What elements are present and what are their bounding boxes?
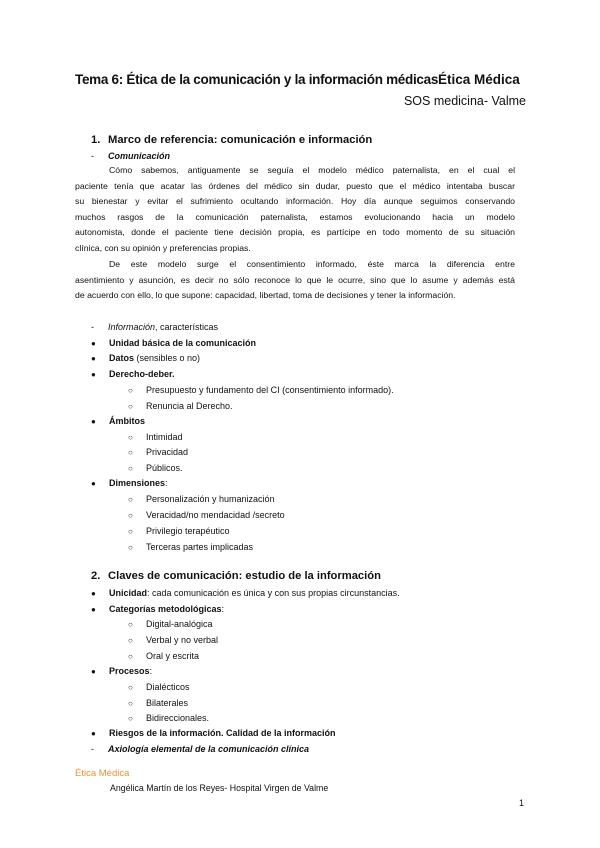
list-item: ● Procesos: — [91, 666, 153, 676]
sub-list-item: ○ Digital-analógica — [128, 619, 213, 629]
paragraph-line: De este modelo surge el consentimiento informado, éste marca la diferencia entre — [109, 259, 515, 269]
paragraph-line: autonomista, donde el paciente tiene decisión propia, es partícipe en todo momento de su situación — [75, 227, 515, 238]
list-item: ● Ámbitos — [91, 416, 145, 426]
sub-list-item: ○ Dialécticos — [128, 682, 190, 692]
comunicacion-label: Comunicación — [108, 151, 171, 161]
sub-list-item: ○ Privilegio terapéutico — [128, 526, 230, 536]
sub-list-item: ○ Bidireccionales. — [128, 713, 210, 723]
circle-bullet-icon: ○ — [128, 511, 133, 520]
circle-bullet-icon: ○ — [128, 386, 133, 395]
bullet-icon: ● — [91, 354, 96, 363]
circle-bullet-icon: ○ — [128, 652, 133, 661]
bullet-icon: ● — [91, 667, 96, 676]
section-2-number: 2. — [91, 570, 101, 582]
sub-list-item: ○ Oral y escrita — [128, 651, 200, 661]
sub-list-item: ○ Presupuesto y fundamento del CI (consentimiento informado). — [128, 385, 394, 395]
axiologia-subheading: - Axiología elemental de la comunicación clínica — [91, 744, 310, 754]
dash-marker: - — [91, 151, 94, 161]
paragraph-line: paciente tenía que acatar las órdenes del médico sin dudar, puesto que el médico intentaba buscar — [75, 180, 515, 191]
list-item: ● Riesgos de la información. Calidad de la información — [91, 728, 336, 738]
paragraph-line: clínica, con su opinión y preferencias propias. — [75, 242, 251, 253]
informacion-rest: , características — [155, 322, 219, 332]
sub-list-item: ○ Verbal y no verbal — [128, 635, 219, 645]
bullet-icon: ● — [91, 589, 96, 598]
circle-bullet-icon: ○ — [128, 495, 133, 504]
circle-bullet-icon: ○ — [128, 464, 133, 473]
circle-bullet-icon: ○ — [128, 620, 133, 629]
bullet-icon: ● — [91, 339, 96, 348]
sub-list-item: ○ Privacidad — [128, 447, 189, 457]
paragraph-line: su bienestar y evitar el sufrimiento ocultando información. Hoy día aunque seguimos conservando — [75, 196, 515, 207]
circle-bullet-icon: ○ — [128, 683, 133, 692]
bullet-icon: ● — [91, 605, 96, 614]
document-subtitle: SOS medicina- Valme — [403, 94, 526, 108]
bullet-icon: ● — [91, 479, 96, 488]
circle-bullet-icon: ○ — [128, 636, 133, 645]
list-item: ● Unicidad: cada comunicación es única y con sus propias circunstancias. — [91, 588, 400, 598]
list-item: ● Datos (sensibles o no) — [91, 353, 201, 363]
paragraph-line: Cómo sabemos, antiguamente se seguía el modelo médico paternalista, en el cual el — [109, 165, 515, 175]
list-item: ● Derecho-deber. — [91, 369, 175, 379]
bullet-icon: ● — [91, 370, 96, 379]
informacion-subheading — [91, 322, 218, 332]
paragraph-line: asentimiento y asunción, es decir no sólo reconoce lo que le ocurre, sino que lo asume y además está — [75, 274, 515, 285]
list-item: ● Categorías metodológicas: — [91, 604, 225, 614]
page-number: 1 — [519, 798, 525, 808]
dash-marker: - — [91, 744, 94, 754]
subject-label: Ética Médica — [438, 72, 520, 87]
sub-list-item: ○ Personalización y humanización — [128, 494, 275, 504]
dash-marker: - — [91, 322, 94, 332]
section-2-title: Claves de comunicación: estudio de la información — [108, 570, 381, 582]
section-1-number: 1. — [91, 134, 101, 146]
bullet-icon: ● — [91, 417, 96, 426]
list-item: ● Dimensiones: — [91, 478, 168, 488]
circle-bullet-icon: ○ — [128, 543, 133, 552]
circle-bullet-icon: ○ — [128, 433, 133, 442]
sub-list-item: ○ Públicos. — [128, 463, 183, 473]
section-1-heading — [91, 134, 372, 146]
paragraph-line: de acuerdo con ello, lo que supone: capacidad, libertad, toma de decisiones y tener la información. — [75, 290, 456, 301]
footer-subject: Ética Médica — [75, 768, 130, 779]
sub-list-item: ○ Bilaterales — [128, 698, 189, 708]
sub-list-item: ○ Intimidad — [128, 432, 183, 442]
circle-bullet-icon: ○ — [128, 402, 133, 411]
bullet-icon: ● — [91, 729, 96, 738]
comunicacion-subheading — [91, 151, 170, 161]
section-2-heading — [91, 570, 381, 582]
circle-bullet-icon: ○ — [128, 448, 133, 457]
list-item: ● Unidad básica de la comunicación — [91, 338, 257, 348]
informacion-label: Información — [108, 322, 156, 332]
paragraph-line: muchos rasgos de la comunicación paternalista, estamos evolucionando hacia un modelo — [75, 211, 515, 222]
sub-list-item: ○ Renuncia al Derecho. — [128, 401, 233, 411]
circle-bullet-icon: ○ — [128, 699, 133, 708]
circle-bullet-icon: ○ — [128, 714, 133, 723]
footer-author: Angélica Martín de los Reyes- Hospital Virgen de Valme — [110, 783, 329, 793]
sub-list-item: ○ Terceras partes implicadas — [128, 542, 254, 552]
section-1-title: Marco de referencia: comunicación e información — [108, 134, 373, 146]
paragraph-1 — [75, 163, 515, 257]
circle-bullet-icon: ○ — [128, 527, 133, 536]
sub-list-item: ○ Veracidad/no mendacidad /secreto — [128, 510, 285, 520]
document-title: Tema 6: Ética de la comunicación y la información médicas — [75, 72, 439, 87]
paragraph-2 — [75, 257, 515, 304]
